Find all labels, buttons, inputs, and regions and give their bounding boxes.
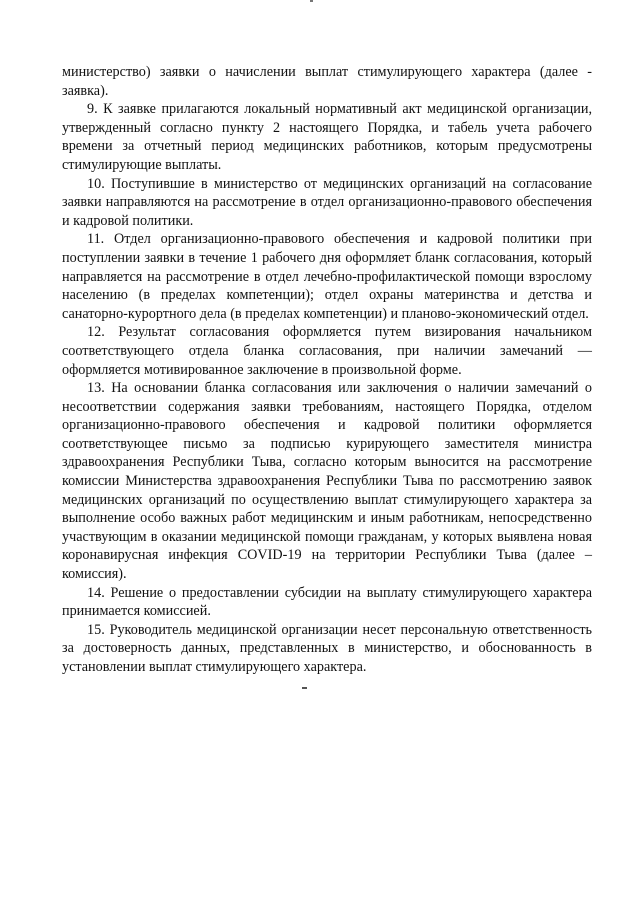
document-body	[62, 63, 592, 677]
paragraph-10: 10. Поступившие в министерство от медицинских организаций на согласование заявки направляются на рассмотрение в отдел организационно-правового обеспечения и кадровой политики.	[62, 175, 592, 229]
paragraph-12: 12. Результат согласования оформляется путем визирования начальником соответствующего отдела бланка согласования, при наличии замечаний — оформляется мотивированное заключение в произвольной форме.	[62, 324, 592, 378]
scan-mark-bottom	[302, 687, 307, 689]
scan-mark-top	[310, 0, 313, 2]
paragraph-11: 11. Отдел организационно-правового обеспечения и кадровой политики при поступлении заявки в течение 1 рабочего дня оформляет бланк согласования, который направляется на рассмотрение в отдел лечебно-профилактической помощи взрослому населению (в пределах компетенции); отдел охраны материнства и детства и санаторно-курортного дела (в пределах компетенции) и планово-экономический отдел.	[62, 231, 592, 322]
paragraph-9: 9. К заявке прилагаются локальный нормативный акт медицинской организации, утвержденный согласно пункту 2 настоящего Порядка, и табель учета рабочего времени за отчетный период медицинских работников, которым предусмотрены стимулирующие выплаты.	[62, 101, 592, 173]
paragraph-14: 14. Решение о предоставлении субсидии на выплату стимулирующего характера принимается комиссией.	[62, 584, 592, 620]
paragraph-13: 13. На основании бланка согласования или заключения о наличии замечаний о несоответствии содержания заявки требованиям, настоящего Порядка, отделом организационно-правового обеспечения и кадровой политики оформляется соответствующее письмо за подписью курирующего заместителя министра здравоохранения Республики Тыва, согласно которым выносится на рассмотрение комиссии Министерства здравоохранения Республики Тыва по рассмотрению заявок медицинских организаций по осуществлению выплат стимулирующего характера за выполнение особо важных работ медицинским и иным работникам, непосредственно участвующим в оказании медицинской помощи гражданам, у которых выявлена новая коронавирусная инфекция COVID-19 на территории Республики Тыва (далее – комиссия).	[62, 380, 592, 583]
paragraph-15: 15. Руководитель медицинской организации несет персональную ответственность за достоверность данных, представленных в министерство, и обоснованность в установлении выплат стимулирующего характера.	[62, 621, 592, 675]
paragraph-continuation: министерство) заявки о начислении выплат стимулирующего характера (далее - заявка).	[62, 64, 592, 99]
